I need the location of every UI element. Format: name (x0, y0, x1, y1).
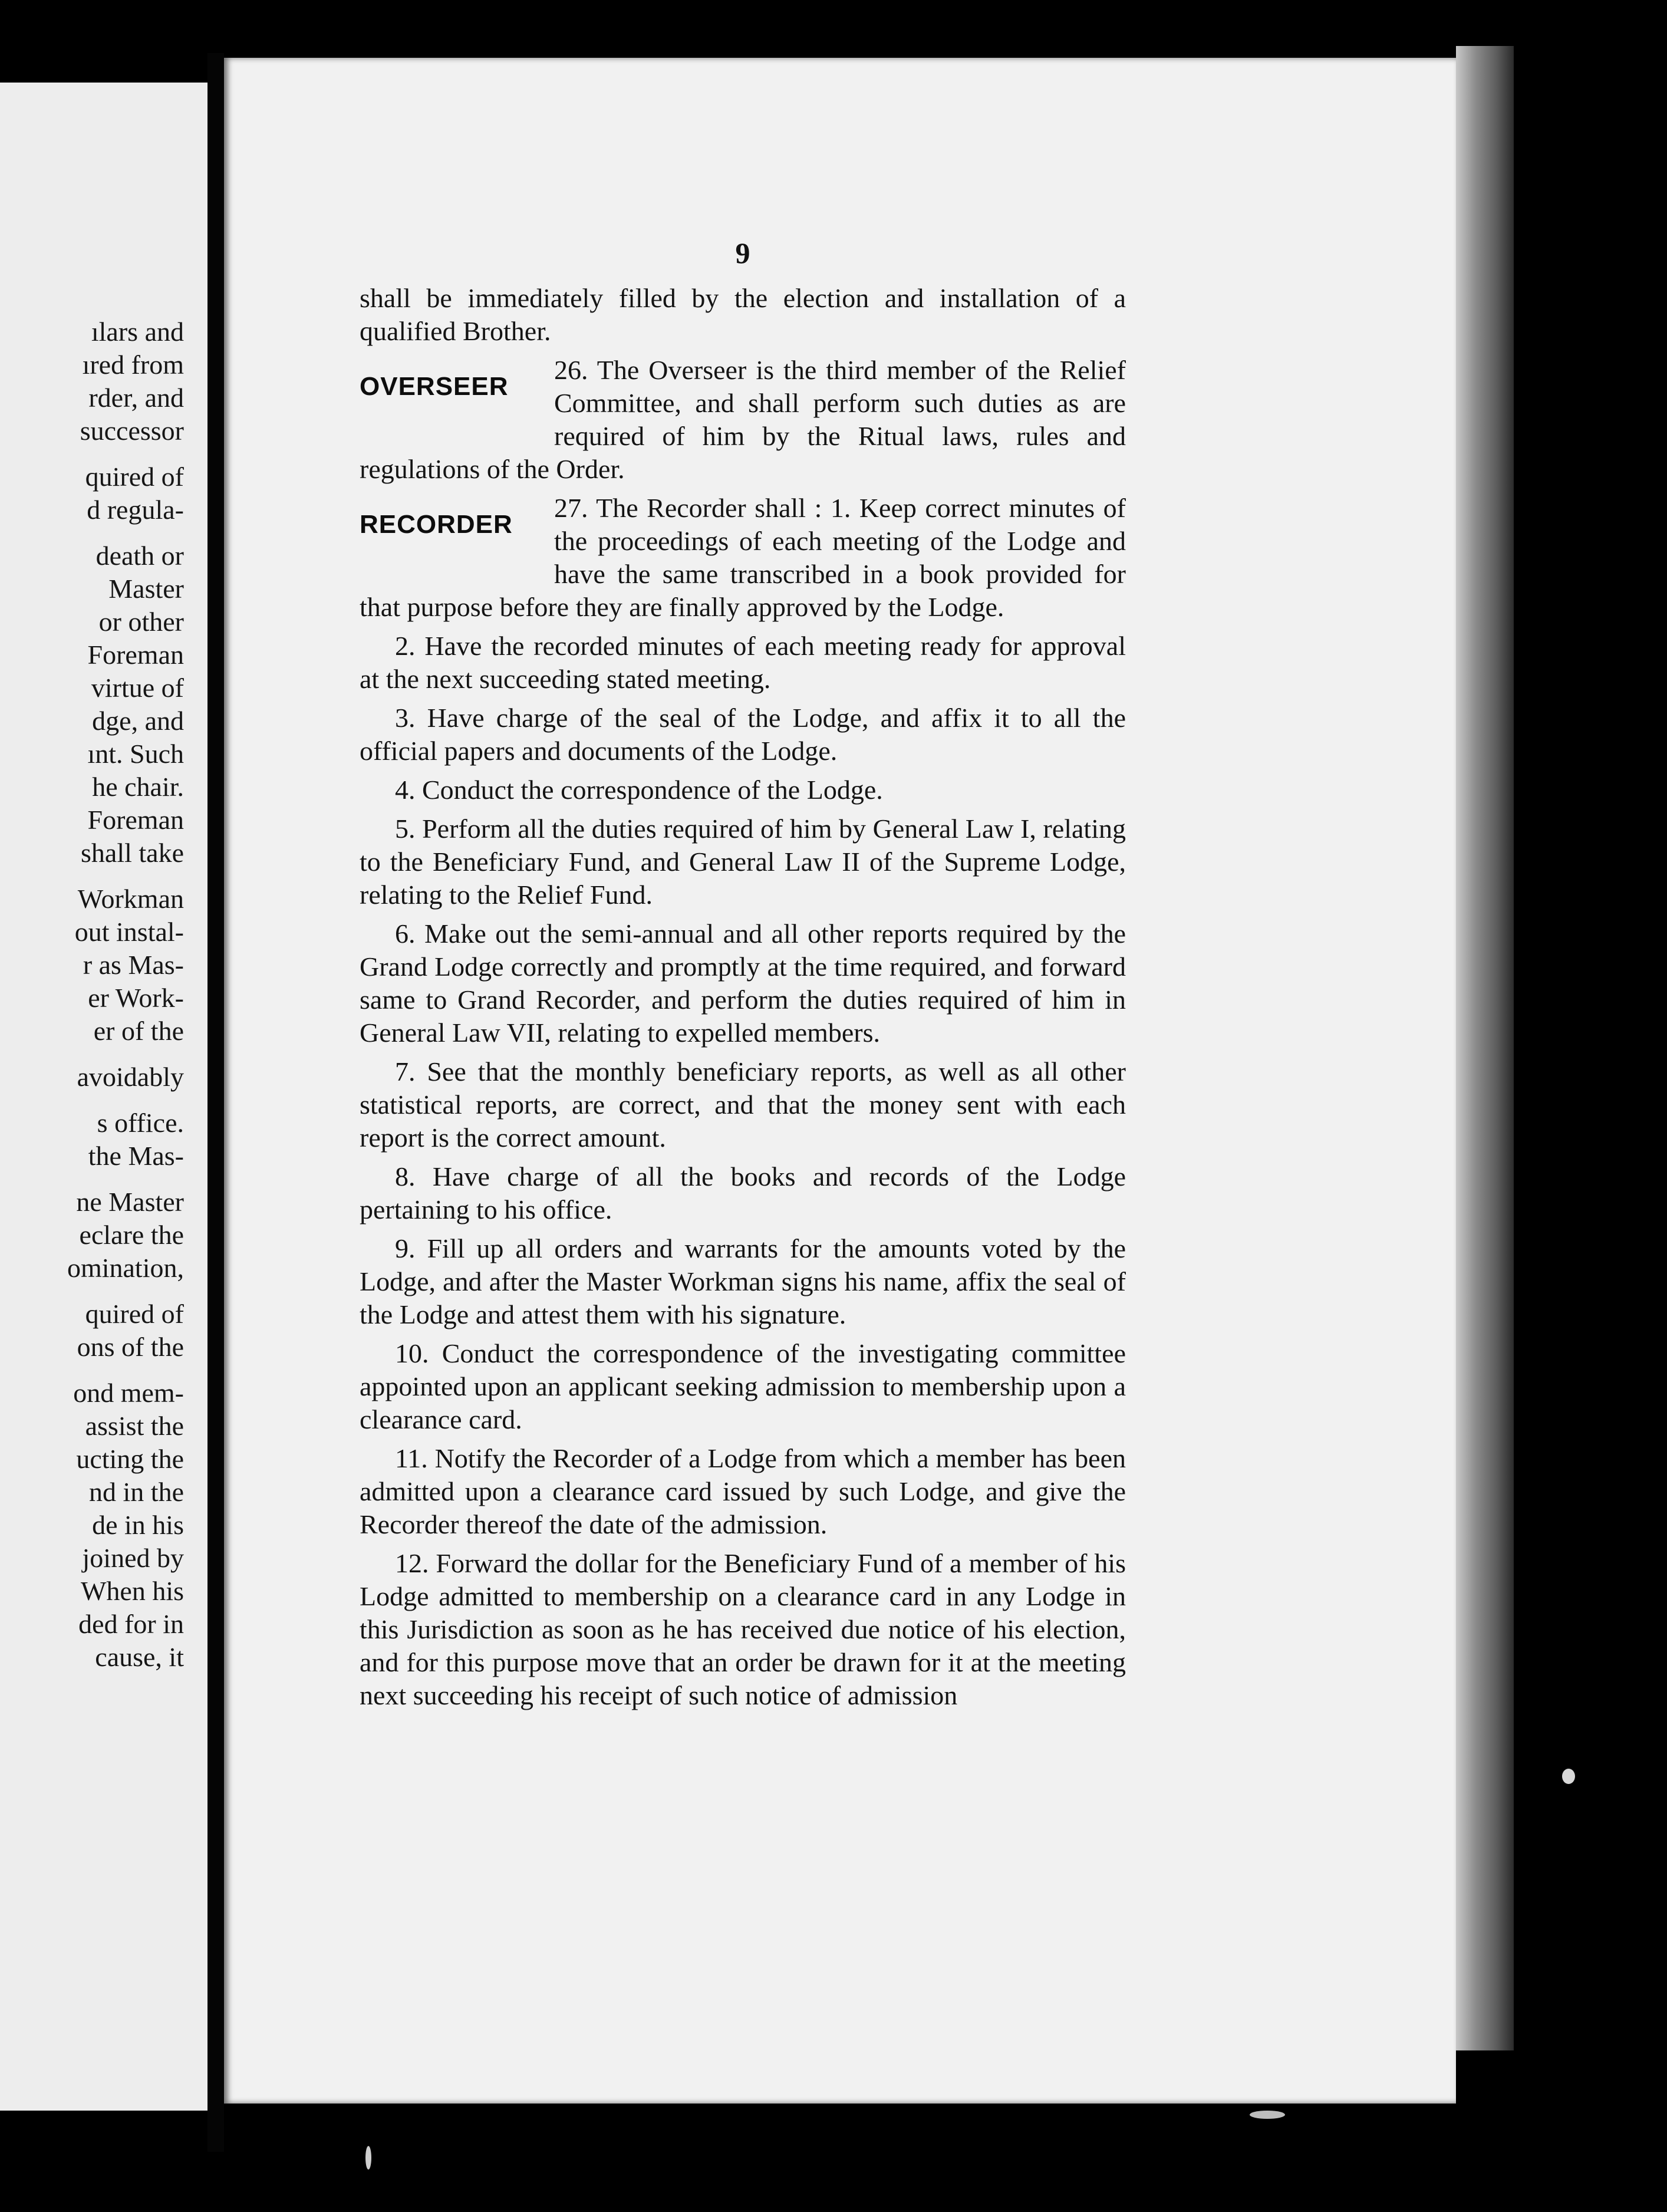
recorder-section (360, 492, 1126, 624)
page-number: 9 (735, 236, 750, 269)
recorder-duty-9: 9. Fill up all orders and warrants for the amounts voted by the Lodge, and after the Master Workman signs his name, affix the seal of the Lodge and attest them with his signature. (360, 1233, 1126, 1329)
left-page-text (0, 315, 184, 1674)
left-page-line: quired of (85, 1299, 184, 1329)
left-page-line: virtue of (91, 673, 184, 703)
left-page-line: ded for in (78, 1609, 184, 1639)
left-page-line: eclare the (79, 1220, 184, 1250)
left-page-line: ond mem- (73, 1378, 184, 1408)
left-page-gap (0, 526, 184, 539)
left-page-gap (0, 1285, 184, 1298)
left-page-line: ucting the (76, 1444, 184, 1474)
left-page-line: shall take (81, 838, 184, 868)
left-page-line: ıred from (82, 350, 184, 380)
recorder-duty-8: 8. Have charge of all the books and records of the Lodge pertaining to his office. (360, 1161, 1126, 1224)
left-page-line: dge, and (92, 706, 184, 736)
left-page-line: er Work- (88, 983, 184, 1013)
recorder-duty-12: 12. Forward the dollar for the Beneficiary Fund of a member of his Lodge admitted to membership on a clearance card in any Lodge in this Jurisdiction as soon as he has received due notice of his election, and for this purpose move that an order be drawn for it at the meeting next succeeding his receipt of such notice of admission (360, 1548, 1126, 1710)
left-page-line: or other (98, 607, 184, 637)
left-page-line: Master (108, 574, 184, 604)
recorder-duty-11: 11. Notify the Recorder of a Lodge from which a member has been admitted upon a clearance card issued by such Lodge, and give the Recorder thereof the date of the admission. (360, 1443, 1126, 1539)
left-page-line: s office. (97, 1108, 184, 1138)
left-page-line: quired of (85, 462, 184, 492)
left-page-line: the Mas- (88, 1141, 184, 1171)
left-page-line: omination, (67, 1253, 184, 1283)
left-page-line: Workman (77, 884, 184, 914)
left-page-line: de in his (92, 1510, 184, 1540)
left-page-line: death or (95, 541, 184, 571)
left-page-gap (0, 1048, 184, 1061)
overseer-section (360, 354, 1126, 486)
left-page-line: d regula- (87, 495, 184, 525)
left-page-line: avoidably (77, 1062, 184, 1092)
left-page-line: cause, it (95, 1642, 184, 1672)
left-page-line: out instal- (74, 917, 184, 947)
page-body (360, 282, 1126, 1718)
left-page-gap (0, 870, 184, 883)
left-page (0, 83, 207, 2111)
recorder-heading: RECORDER (360, 510, 513, 539)
left-page-line: ılars and (91, 317, 184, 347)
left-page-line: When his (80, 1576, 184, 1606)
recorder-duty-7: 7. See that the monthly beneficiary reports, as well as all other statistical reports, are correct, and that the money sent with each report is the correct amount. (360, 1056, 1126, 1153)
left-page-line: ne Master (76, 1187, 184, 1217)
recorder-duty-6: 6. Make out the semi-annual and all other reports required by the Grand Lodge correctly and promptly at the time required, and forward same to Grand Recorder, and perform the duties required of him in General Law VII, relating to expelled members. (360, 919, 1126, 1048)
scan-speck (1562, 1769, 1575, 1784)
overseer-heading: OVERSEER (360, 372, 509, 401)
left-page-line: Foreman (87, 640, 184, 670)
recorder-text: 27. The Recorder shall : 1. Keep correct minutes of the proceedings of each meeting of the Lodge and have the same transcribed in a book provided for that purpose before they are finally approved by the Lodge. (360, 493, 1126, 622)
opening-paragraph: shall be immediately filled by the election and installation of a qualified Brother. (360, 283, 1126, 346)
left-page-gap (0, 1094, 184, 1107)
recorder-duty-3: 3. Have charge of the seal of the Lodge, and affix it to all the official papers and documents of the Lodge. (360, 703, 1126, 766)
left-page-gap (0, 447, 184, 460)
left-page-line: nd in the (89, 1477, 184, 1507)
scan-speck (365, 2146, 371, 2170)
left-page-line: rder, and (88, 383, 184, 413)
book-gutter (207, 53, 224, 2152)
page-edges (1456, 46, 1514, 2050)
scan-speck (1250, 2111, 1285, 2119)
left-page-line: ons of the (77, 1332, 184, 1362)
left-page-gap (0, 1173, 184, 1186)
left-page-line: Foreman (87, 805, 184, 835)
left-page-gap (0, 1364, 184, 1377)
left-page-line: r as Mas- (83, 950, 184, 980)
left-page-line: joined by (82, 1543, 184, 1573)
recorder-duty-2: 2. Have the recorded minutes of each meeting ready for approval at the next succeeding stated meeting. (360, 631, 1126, 694)
recorder-duty-5: 5. Perform all the duties required of him by General Law I, relating to the Beneficiary Fund, and General Law II of the Supreme Lodge, relating to the Relief Fund. (360, 814, 1126, 910)
left-page-line: assist the (85, 1411, 184, 1441)
recorder-duty-4: 4. Conduct the correspondence of the Lodge. (395, 775, 883, 805)
left-page-line: ınt. Such (87, 739, 184, 769)
left-page-line: he chair. (92, 772, 184, 802)
recorder-duty-10: 10. Conduct the correspondence of the investigating committee appointed upon an applicant seeking admission to membership upon a clearance card. (360, 1338, 1126, 1434)
overseer-text: 26. The Overseer is the third member of the Relief Committee, and shall perform such duties as are required of him by the Ritual laws, rules and regulations of the Order. (360, 355, 1126, 484)
left-page-line: er of the (93, 1016, 184, 1046)
left-page-line: successor (80, 416, 184, 446)
